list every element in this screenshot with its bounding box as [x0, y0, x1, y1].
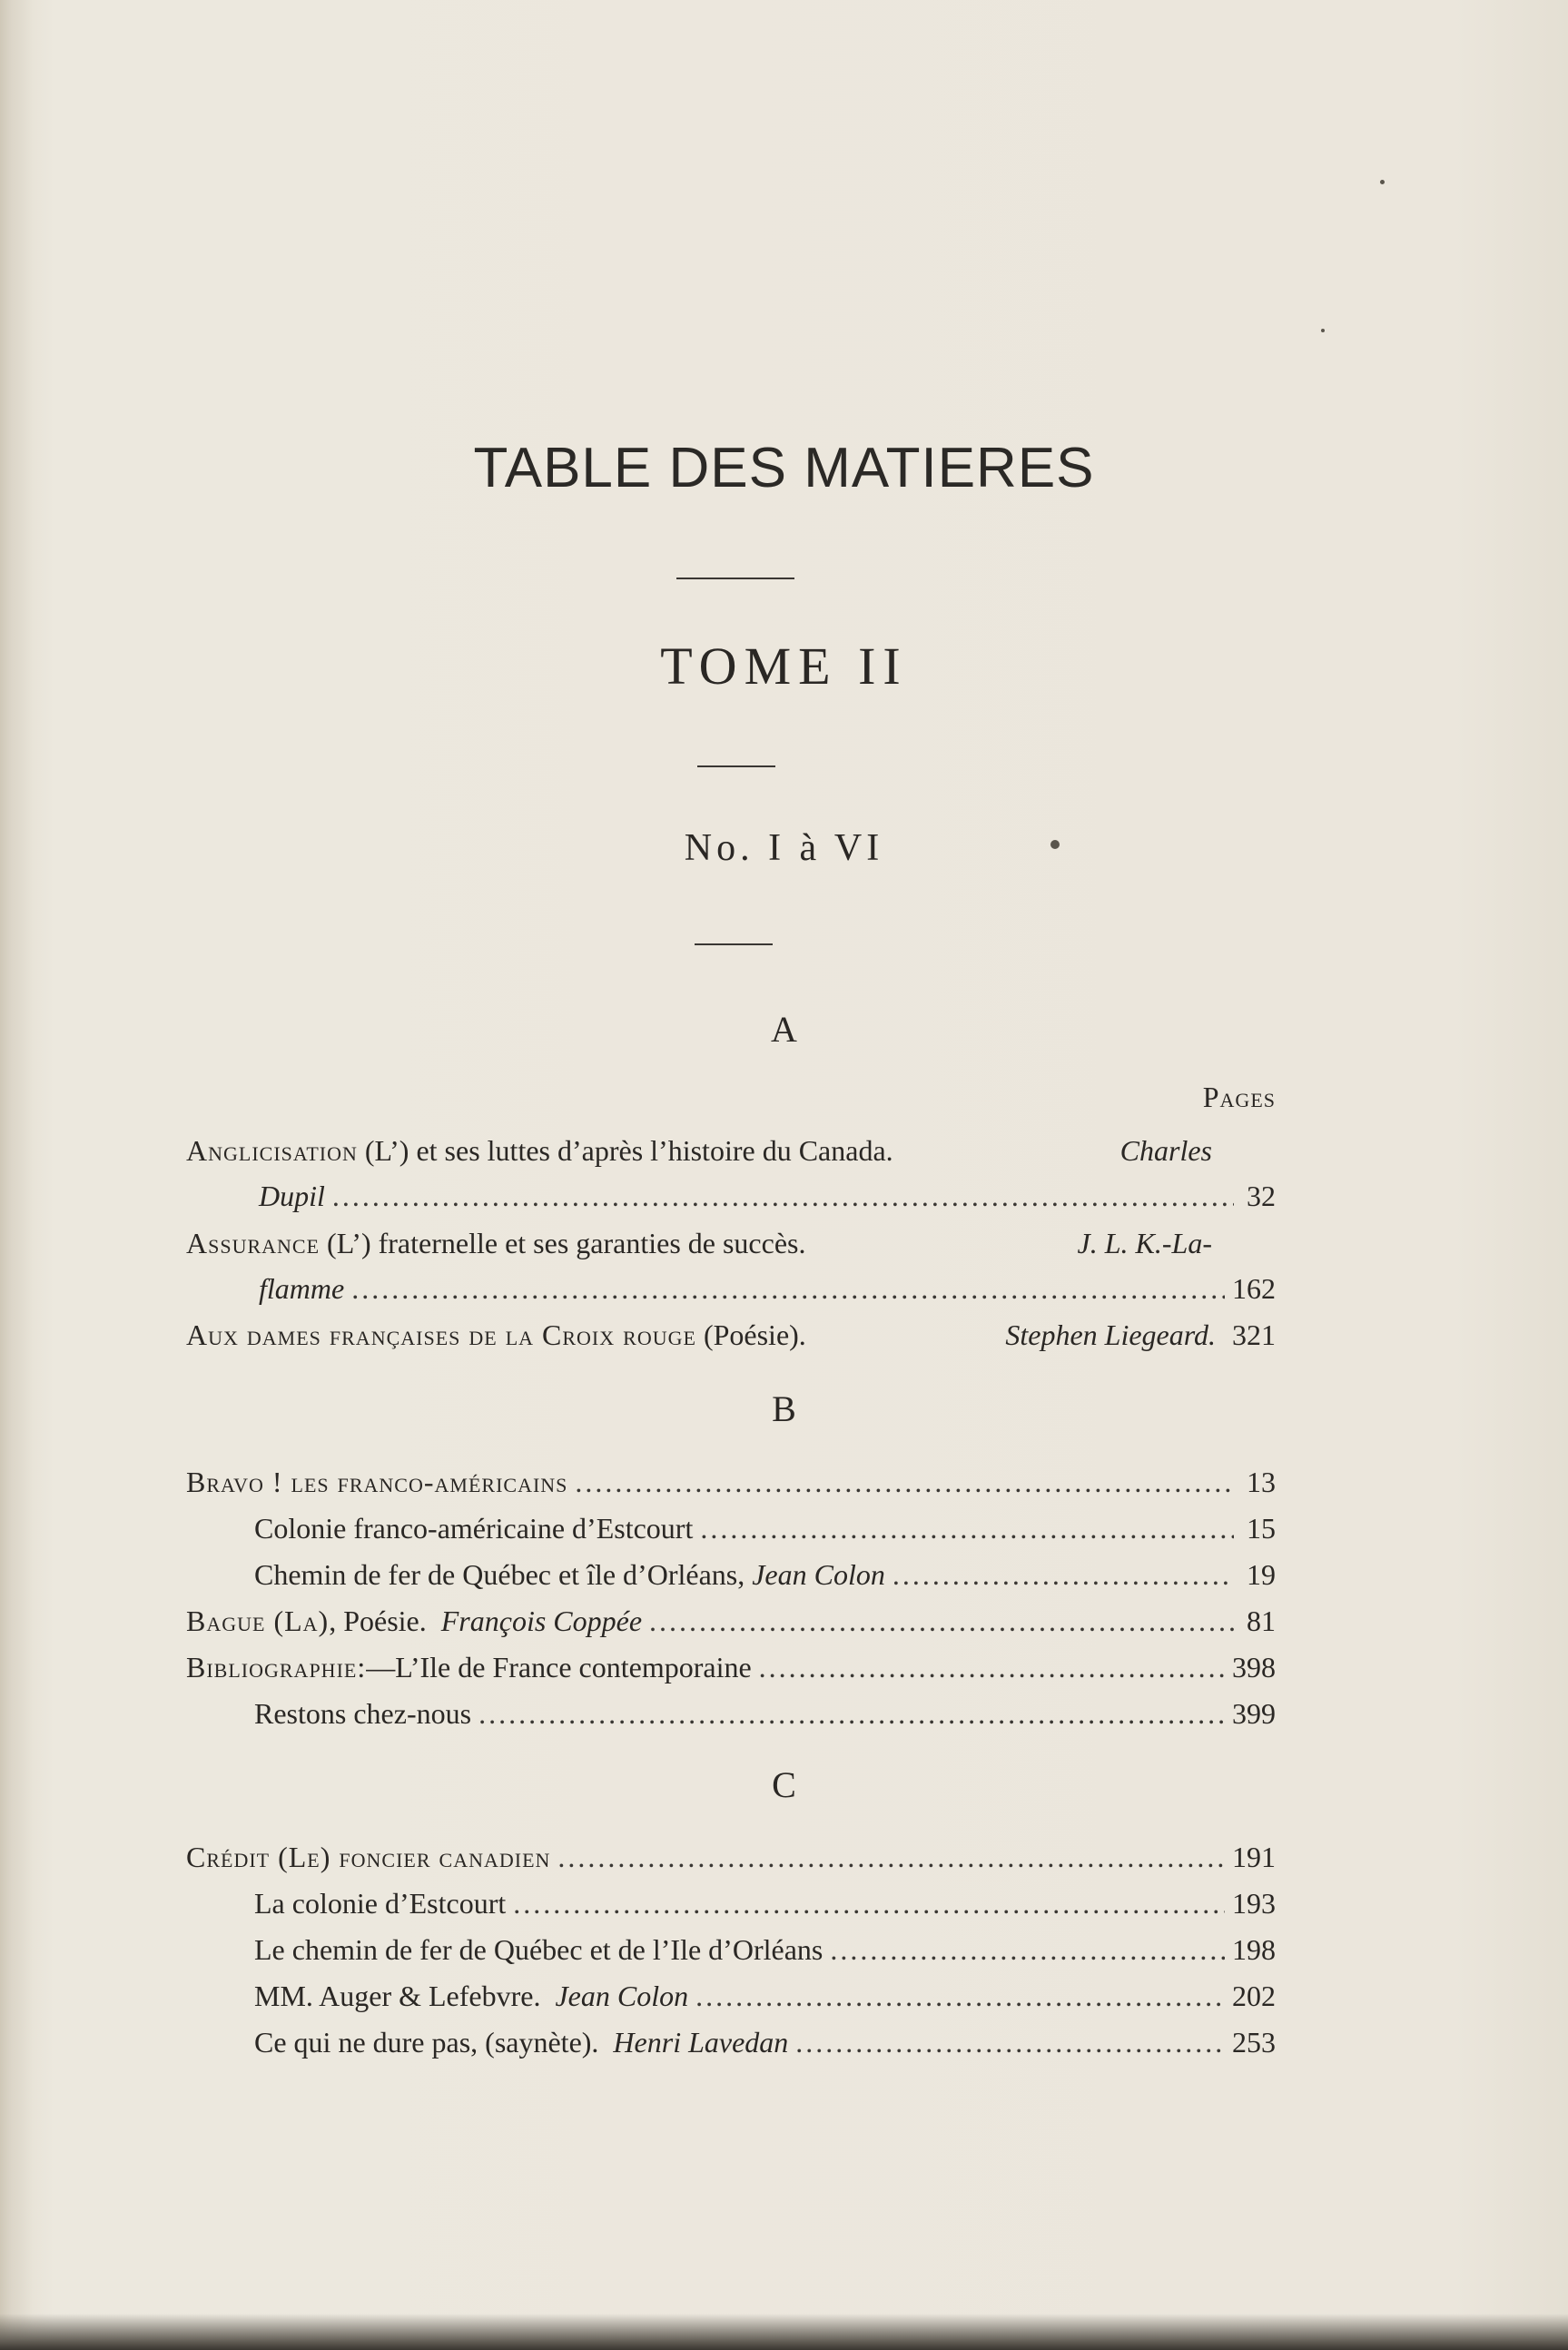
- pages-column-header: Pages: [1202, 1081, 1276, 1113]
- entry-heading: Bibliographie:: [186, 1651, 367, 1684]
- paper-speck: [1380, 180, 1385, 184]
- entry-author: François Coppée: [440, 1605, 643, 1637]
- entry-author: Dupil: [259, 1180, 325, 1212]
- toc-entry: [186, 1461, 1276, 1503]
- entry-heading: Assurance: [186, 1227, 321, 1259]
- leader-dots: [575, 1461, 1234, 1503]
- entry-text: Ce qui ne dure pas, (saynète).: [254, 2026, 599, 2059]
- entry-heading: Crédit (Le) foncier canadien: [186, 1841, 551, 1873]
- page-number: 193: [1232, 1887, 1276, 1920]
- toc-entry: [186, 1222, 1276, 1264]
- leader-dots: [695, 1975, 1225, 2017]
- entry-text: Chemin de fer de Québec et île d’Orléans,: [254, 1558, 745, 1591]
- toc-entry: [254, 1693, 1276, 1734]
- toc-entry: [254, 1554, 1276, 1595]
- entry-author: Henri Lavedan: [613, 2026, 789, 2059]
- page-number: 253: [1232, 2026, 1276, 2059]
- entry-text: MM. Auger & Lefebvre.: [254, 1980, 541, 2012]
- leader-dots: [892, 1554, 1234, 1595]
- toc-entry: [186, 1130, 1276, 1171]
- entry-author: Jean Colon: [555, 1980, 689, 2012]
- entry-heading: Anglicisation: [186, 1134, 358, 1167]
- page-number: 321: [1232, 1318, 1276, 1351]
- page-number: 398: [1232, 1651, 1276, 1684]
- section-letter-c: C: [772, 1764, 796, 1805]
- toc-entry: [186, 1600, 1276, 1642]
- entry-text: (L’) et ses luttes d’après l’histoire du Canada.: [357, 1134, 893, 1167]
- page-number: 15: [1247, 1512, 1276, 1545]
- entry-text: La colonie d’Estcourt: [254, 1887, 507, 1920]
- entry-heading: Aux dames françaises de la Croix rouge: [186, 1318, 696, 1351]
- toc-entry-continuation: [259, 1268, 1276, 1309]
- leader-dots: [649, 1600, 1234, 1642]
- entry-author: Stephen Liegeard.: [1005, 1318, 1216, 1351]
- entry-text: Colonie franco-américaine d’Estcourt: [254, 1512, 694, 1545]
- section-letter-b: B: [772, 1388, 796, 1429]
- toc-entry: [254, 1507, 1276, 1549]
- divider-rule: [676, 578, 794, 579]
- entry-text: —L’Ile de France contemporaine: [366, 1651, 752, 1684]
- toc-entry: [186, 1836, 1276, 1878]
- page-bottom-edge: [0, 2314, 1568, 2350]
- page-number: 162: [1232, 1272, 1276, 1305]
- entry-author: J. L. K.-La-: [1077, 1227, 1212, 1259]
- page-number: 198: [1232, 1933, 1276, 1966]
- entry-text: , Poésie.: [329, 1605, 427, 1637]
- section-letter-a: A: [771, 1009, 797, 1050]
- page-number: 399: [1232, 1697, 1276, 1730]
- paper-speck: [1321, 329, 1325, 332]
- leader-dots: [332, 1175, 1234, 1217]
- leader-dots: [795, 2021, 1225, 2063]
- page-number: 13: [1247, 1466, 1276, 1498]
- toc-entry-continuation: [259, 1175, 1276, 1217]
- leader-dots: [830, 1929, 1225, 1970]
- page-number: 32: [1247, 1180, 1276, 1212]
- entry-text: (Poésie).: [695, 1318, 806, 1351]
- entry-author: Jean Colon: [752, 1558, 885, 1591]
- toc-entry: [186, 1646, 1276, 1688]
- toc-entry: [254, 1975, 1276, 2017]
- divider-rule: [695, 943, 773, 945]
- page-title: TABLE DES MATIERES: [473, 437, 1095, 499]
- entry-author: flamme: [259, 1272, 345, 1305]
- entry-text: (L’) fraternelle et ses garanties de succès.: [320, 1227, 806, 1259]
- leader-dots: [759, 1646, 1225, 1688]
- page-number: 202: [1232, 1980, 1276, 2012]
- entry-heading: Bague (La): [186, 1605, 330, 1637]
- volume-heading: TOME II: [660, 637, 908, 696]
- binding-gutter: [0, 0, 33, 2350]
- leader-dots: [351, 1268, 1225, 1309]
- issue-range-heading: No. I à VI: [684, 827, 884, 869]
- entry-author: Charles: [1119, 1134, 1212, 1167]
- toc-entry: [186, 1314, 1276, 1356]
- paper-speck: [1050, 840, 1060, 849]
- leader-dots: [700, 1507, 1234, 1549]
- entry-text: Restons chez-nous: [254, 1697, 472, 1730]
- page-number: 81: [1247, 1605, 1276, 1637]
- page-number: 19: [1247, 1558, 1276, 1591]
- toc-entry: [254, 2021, 1276, 2063]
- toc-entry: [254, 1929, 1276, 1970]
- entry-text: Le chemin de fer de Québec et de l’Ile d’Orléans: [254, 1933, 823, 1966]
- leader-dots: [557, 1836, 1225, 1878]
- leader-dots: [513, 1882, 1225, 1924]
- page-number: 191: [1232, 1841, 1276, 1873]
- toc-entry: [254, 1882, 1276, 1924]
- entry-heading: Bravo ! les franco-américains: [186, 1466, 568, 1498]
- leader-dots: [478, 1693, 1225, 1734]
- divider-rule: [697, 765, 775, 767]
